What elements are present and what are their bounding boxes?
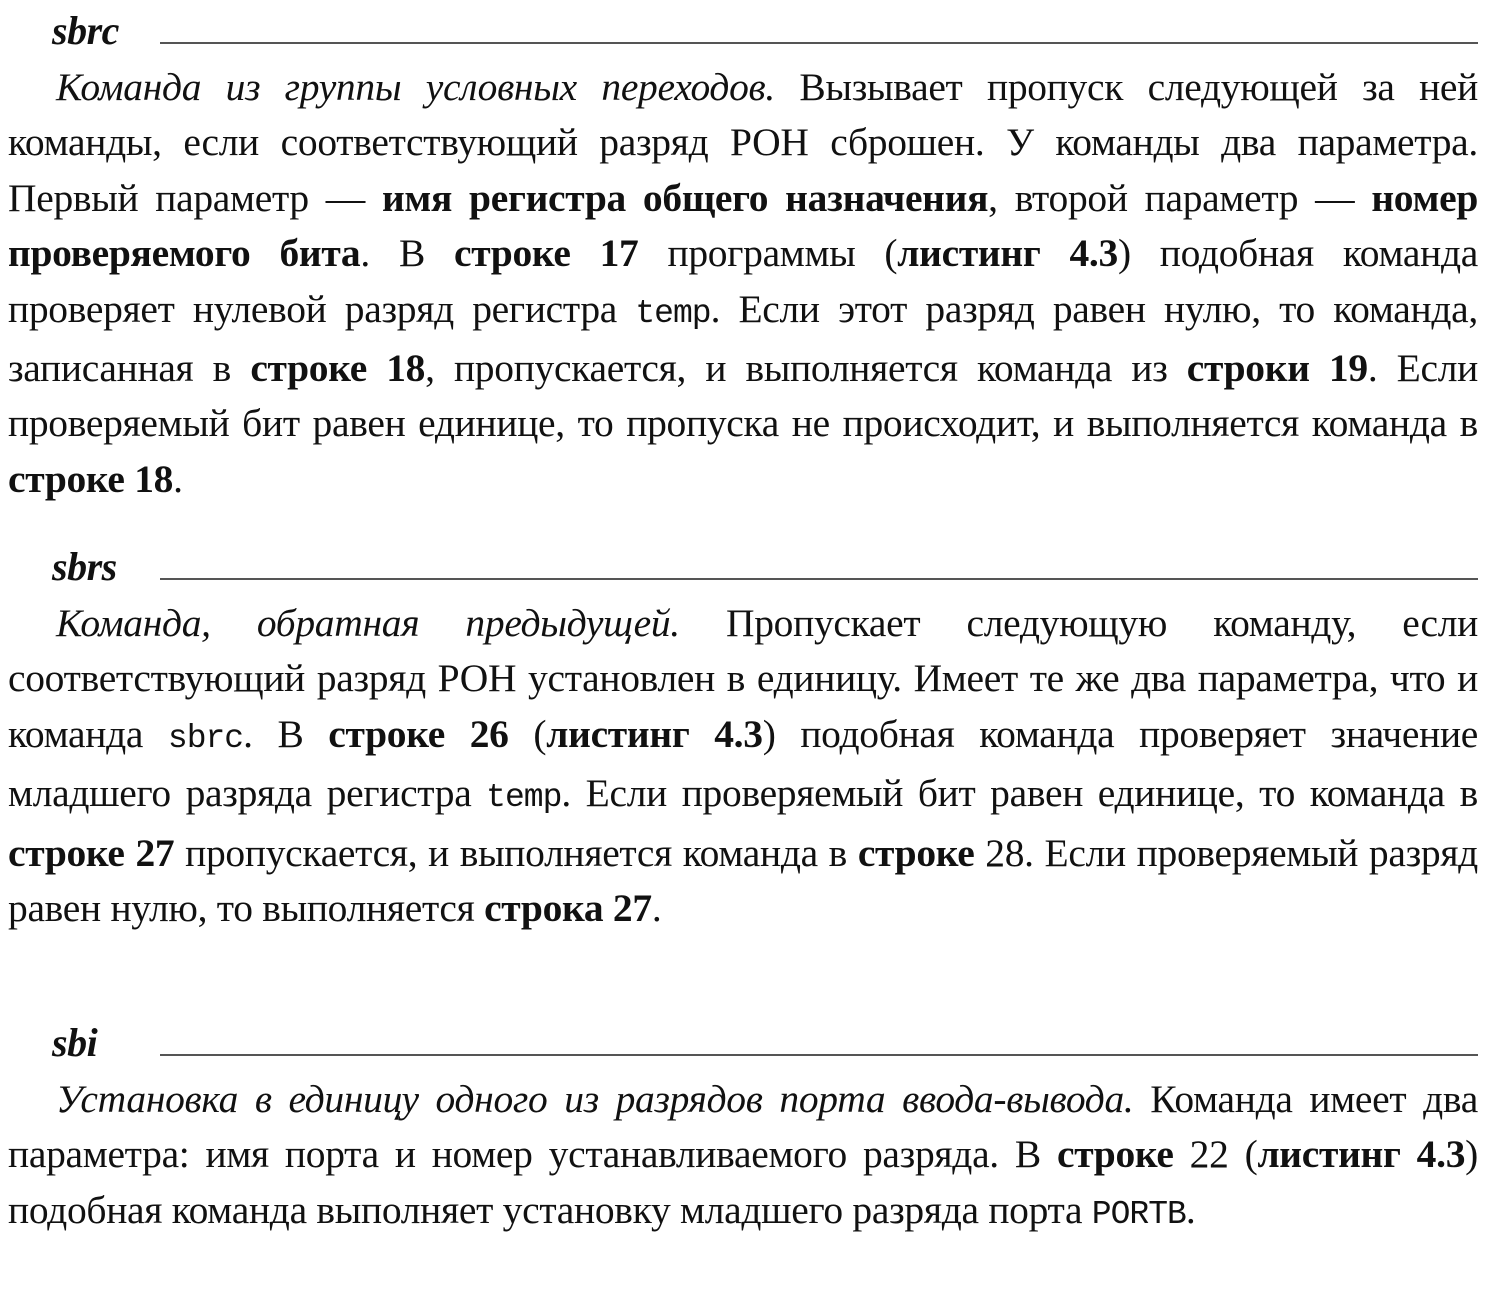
paragraph-text: 28. Если проверяемый разряд равен нулю, то выполняется (8, 830, 1478, 931)
paragraph-text: программы ( (638, 231, 898, 276)
paragraph-text: Пропускает следующую команду, если соответствующий разряд РОН установлен в единицу. Имеет те же два параметра, что и команда (8, 601, 1478, 756)
section-paragraph (8, 60, 1478, 507)
paragraph-text: . Если этот разряд равен нулю, то команда, записанная в (8, 286, 1478, 391)
paragraph-code: sbrc (167, 719, 244, 757)
paragraph-emphasis: строка 27 (484, 886, 652, 931)
section-sbrc (8, 2, 1478, 507)
heading-rule (160, 1054, 1478, 1056)
paragraph-code: PORTB (1091, 1195, 1186, 1233)
section-heading-row (8, 1014, 1478, 1072)
paragraph-emphasis: строке (857, 830, 975, 875)
paragraph-text: . В (360, 231, 454, 276)
paragraph-emphasis: строке 18 (8, 456, 174, 501)
heading-rule (160, 42, 1478, 44)
section-paragraph (8, 596, 1478, 936)
heading-rule (160, 578, 1478, 580)
paragraph-text: . (1185, 1187, 1196, 1232)
paragraph-lead: Команда из группы условных переходов. (56, 65, 775, 109)
paragraph-code: temp (486, 779, 562, 817)
section-paragraph (8, 1072, 1478, 1242)
paragraph-text: ) подобная команда проверяет значение младшего разряда регистра (8, 711, 1479, 816)
section-heading-row (8, 2, 1478, 60)
paragraph-text: , второй параметр — (988, 175, 1372, 220)
paragraph-text: ( (508, 711, 547, 756)
paragraph-text: Команда имеет два параметра: имя порта и номер устанавливаемого разряда. В (8, 1077, 1478, 1177)
paragraph-lead: Установка в единицу одного из разрядов порта ввода-вывода. (56, 1077, 1134, 1121)
paragraph-text: ) подобная команда выполняет установку младшего разряда порта (8, 1132, 1479, 1232)
paragraph-text: 22 ( (1173, 1132, 1258, 1177)
paragraph-emphasis: листинг 4.3 (1257, 1132, 1466, 1177)
paragraph-emphasis: строке (1056, 1132, 1174, 1177)
paragraph-text: . В (243, 711, 329, 756)
paragraph-lead: Команда, обратная предыдущей. (56, 601, 680, 645)
section-heading-row (8, 538, 1478, 596)
paragraph-text: , пропускается, и выполняется команда из (425, 346, 1187, 391)
paragraph-emphasis: номер проверяемого бита (8, 175, 1478, 276)
paragraph-text: . (651, 886, 662, 931)
paragraph-text: Вызывает пропуск следующей за ней команды, если соответствующий разряд РОН сброшен. У команды два параметра. Первый параметр — (8, 65, 1478, 220)
paragraph-emphasis: листинг 4.3 (897, 231, 1118, 276)
paragraph-text: пропускается, и выполняется команда в (174, 830, 858, 875)
paragraph-emphasis: строке 17 (453, 231, 639, 276)
paragraph-code: temp (635, 294, 711, 332)
section-sbi (8, 1014, 1478, 1242)
section-sbrs (8, 538, 1478, 936)
paragraph-emphasis: листинг 4.3 (546, 711, 763, 756)
paragraph-emphasis: строки 19 (1186, 346, 1368, 391)
paragraph-emphasis: имя регистра общего назначения (381, 175, 989, 220)
section-heading: sbi (52, 1020, 98, 1065)
paragraph-text: . (173, 456, 183, 501)
section-heading: sbrc (52, 8, 119, 53)
paragraph-text: ) подобная команда проверяет нулевой разряд регистра (8, 231, 1478, 331)
paragraph-text: . Если проверяемый бит равен единице, то команда в (561, 771, 1478, 816)
paragraph-emphasis: строке 27 (8, 830, 175, 875)
section-heading: sbrs (52, 544, 117, 589)
paragraph-text: . Если проверяемый бит равен единице, то пропуска не происходит, и выполняется команда в (8, 346, 1478, 446)
paragraph-emphasis: строке 26 (328, 711, 509, 756)
paragraph-emphasis: строке 18 (250, 346, 426, 391)
